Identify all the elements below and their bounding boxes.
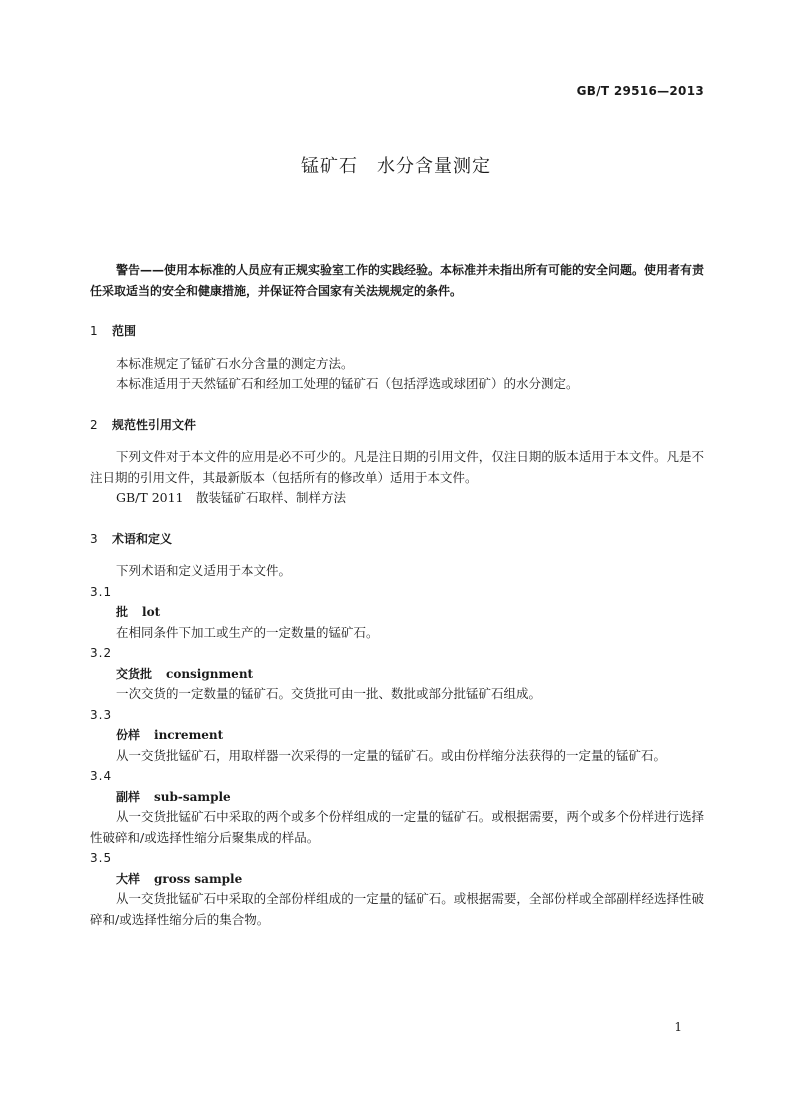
term-title — [90, 725, 704, 746]
section-number: 3 — [90, 531, 98, 546]
term-title — [90, 602, 704, 623]
section-title: 术语和定义 — [112, 531, 173, 546]
term-zh: 交货批 — [116, 666, 153, 681]
paragraph: 本标准规定了锰矿石水分含量的测定方法。 — [116, 355, 354, 371]
term-title — [90, 869, 704, 890]
term-number: 3.2 — [90, 646, 113, 660]
term-entry-sub-sample — [90, 766, 704, 848]
term-en: consignment — [166, 666, 254, 681]
warning-paragraph: 警告——使用本标准的人员应有正规实验室工作的实践经验。本标准并未指出所有可能的安全问题。使用者有责任采取适当的安全和健康措施，并保证符合国家有关法规规定的条件。 — [90, 263, 705, 298]
document-body — [90, 260, 704, 930]
term-en: increment — [154, 728, 224, 742]
term-en: sub-sample — [154, 789, 231, 804]
term-zh: 副样 — [116, 789, 141, 804]
term-entry-increment — [90, 705, 704, 767]
term-title — [90, 664, 704, 685]
section-heading-terms — [90, 529, 704, 550]
standard-code: GB/T 29516—2013 — [576, 84, 704, 98]
term-zh: 批 — [116, 605, 129, 619]
section-heading-scope — [90, 321, 704, 342]
term-number: 3.5 — [90, 851, 113, 865]
term-number: 3.3 — [90, 707, 113, 722]
section-heading-normative-references — [90, 415, 704, 436]
term-entry-consignment — [90, 643, 704, 705]
term-entry-lot — [90, 582, 704, 644]
term-number: 3.4 — [90, 769, 113, 783]
section-number: 2 — [90, 417, 98, 432]
term-definition: 从一交货批锰矿石中采取的两个或多个份样组成的一定量的锰矿石。或根据需要，两个或多个份样进行选择性破碎和/或选择性缩分后聚集成的样品。 — [90, 809, 704, 845]
paragraph: 下列文件对于本文件的应用是必不可少的。凡是注日期的引用文件，仅注日期的版本适用于本文件。凡是不注日期的引用文件，其最新版本（包括所有的修改单）适用于本文件。 — [90, 449, 704, 485]
paragraph: 本标准适用于天然锰矿石和经加工处理的锰矿石（包括浮选或球团矿）的水分测定。 — [116, 376, 579, 391]
term-title — [90, 787, 704, 808]
section-title: 规范性引用文件 — [112, 417, 197, 432]
term-definition: 从一交货批锰矿石，用取样器一次采得的一定量的锰矿石。或由份样缩分法获得的一定量的锰矿石。 — [116, 747, 667, 763]
term-zh: 份样 — [116, 728, 141, 742]
reference-item: GB/T 2011 散装锰矿石取样、制样方法 — [116, 490, 347, 505]
term-definition: 在相同条件下加工或生产的一定数量的锰矿石。 — [116, 624, 379, 640]
term-entry-gross-sample — [90, 848, 704, 930]
document-title: 锰矿石 水分含量测定 — [301, 156, 491, 177]
section-title: 范围 — [112, 324, 137, 338]
term-zh: 大样 — [116, 871, 141, 886]
term-definition: 从一交货批锰矿石中采取的全部份样组成的一定量的锰矿石。或根据需要，全部份样或全部副样经选择性破碎和/或选择性缩分后的集合物。 — [90, 891, 704, 927]
term-number: 3.1 — [90, 584, 113, 599]
section-number: 1 — [90, 324, 98, 338]
term-en: gross sample — [154, 871, 243, 886]
term-definition: 一次交货的一定数量的锰矿石。交货批可由一批、数批或部分批锰矿石组成。 — [116, 686, 542, 701]
page-number: 1 — [674, 1020, 682, 1034]
paragraph: 下列术语和定义适用于本文件。 — [116, 563, 292, 578]
term-en: lot — [142, 605, 161, 619]
